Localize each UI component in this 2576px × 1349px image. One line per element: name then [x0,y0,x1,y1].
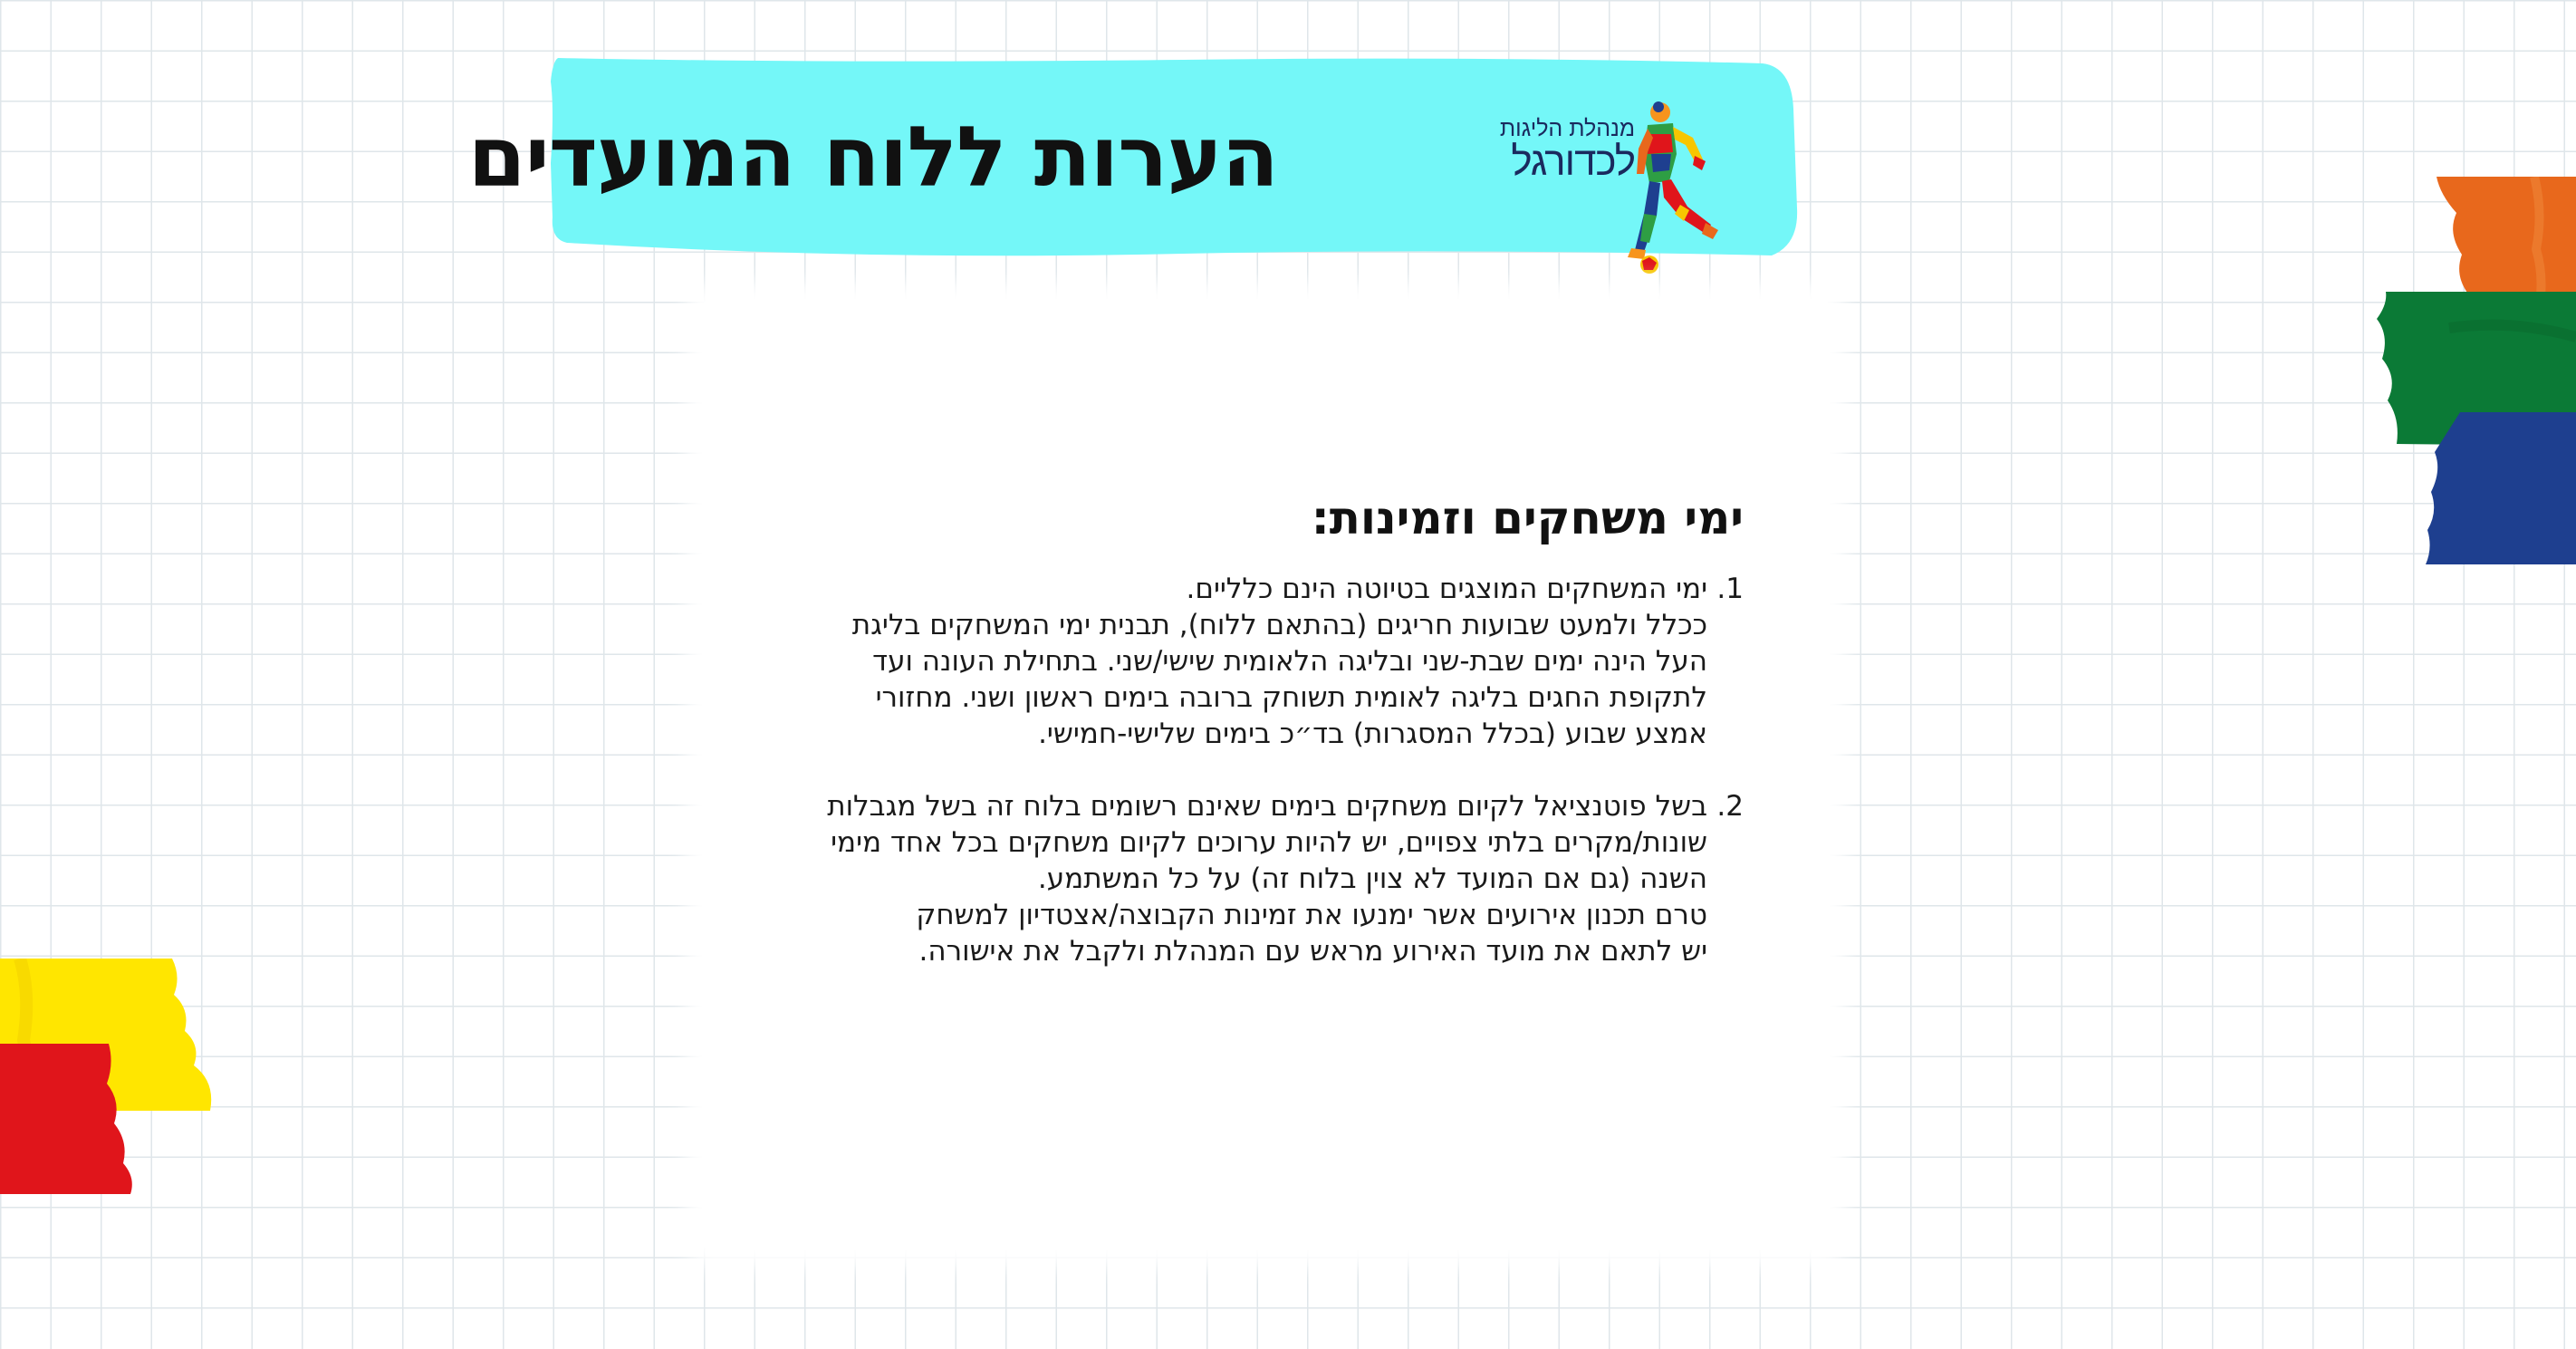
logo-line-1: מנהלת הליגות [1499,116,1635,141]
logo-line-2: לכדורגל [1511,140,1635,184]
tape-red-decoration [0,1044,134,1194]
section-heading: ימי משחקים וזמינות: [1311,492,1744,544]
note-line: שונות/מקרים בלתי צפויים, יש להיות ערוכים לקיום משחקים בכל אחד מימי [831,826,1707,859]
page-title: הערות ללוח המועדים [467,109,1278,206]
league-logo [1499,45,1721,226]
tape-blue-decoration [2424,412,2576,564]
logo-text [1500,116,1635,183]
note-line: אמצע שבוע (בכלל המסגרות) בד״כ בימים שלישי-חמישי. [1038,718,1707,750]
note-number: 1. [1716,573,1744,605]
note-line [852,571,1744,607]
note-number: 2. [1716,790,1744,823]
football-player-icon [1617,98,1721,275]
note-line [827,788,1744,824]
note-line: ככלל ולמעט שבועות חריגים (בהתאם ללוח), תבנית ימי המשחקים בליגת [851,609,1707,641]
note-text: בשל פוטנציאל לקיום משחקים בימים שאינם רשומים בלוח זה בשל מגבלות [827,790,1707,823]
content-panel [702,299,1830,1250]
note-line: יש לתאם את מועד האירוע מראש עם המנהלת ולקבל את אישורה. [918,935,1707,968]
note-item-1 [852,571,1744,752]
note-line: העל הינה ימים שבת-שני ובליגה הלאומית שישי/שני. בתחילת העונה ועד [872,645,1707,678]
note-line: לתקופת החגים בליגה לאומית תשוחק ברובה בימים ראשון ושני. מחזורי [875,681,1707,714]
note-line: טרם תכנון אירועים אשר ימנעו את זמינות הקבוצה/אצטדיון למשחק [916,899,1707,931]
note-text: ימי המשחקים המוצגים בטיוטה הינם כלליים. [1186,573,1707,605]
note-item-2 [827,788,1744,969]
note-line: השנה (גם אם המועד לא צוין בלוח זה) על כל המשתמע. [1037,862,1707,895]
